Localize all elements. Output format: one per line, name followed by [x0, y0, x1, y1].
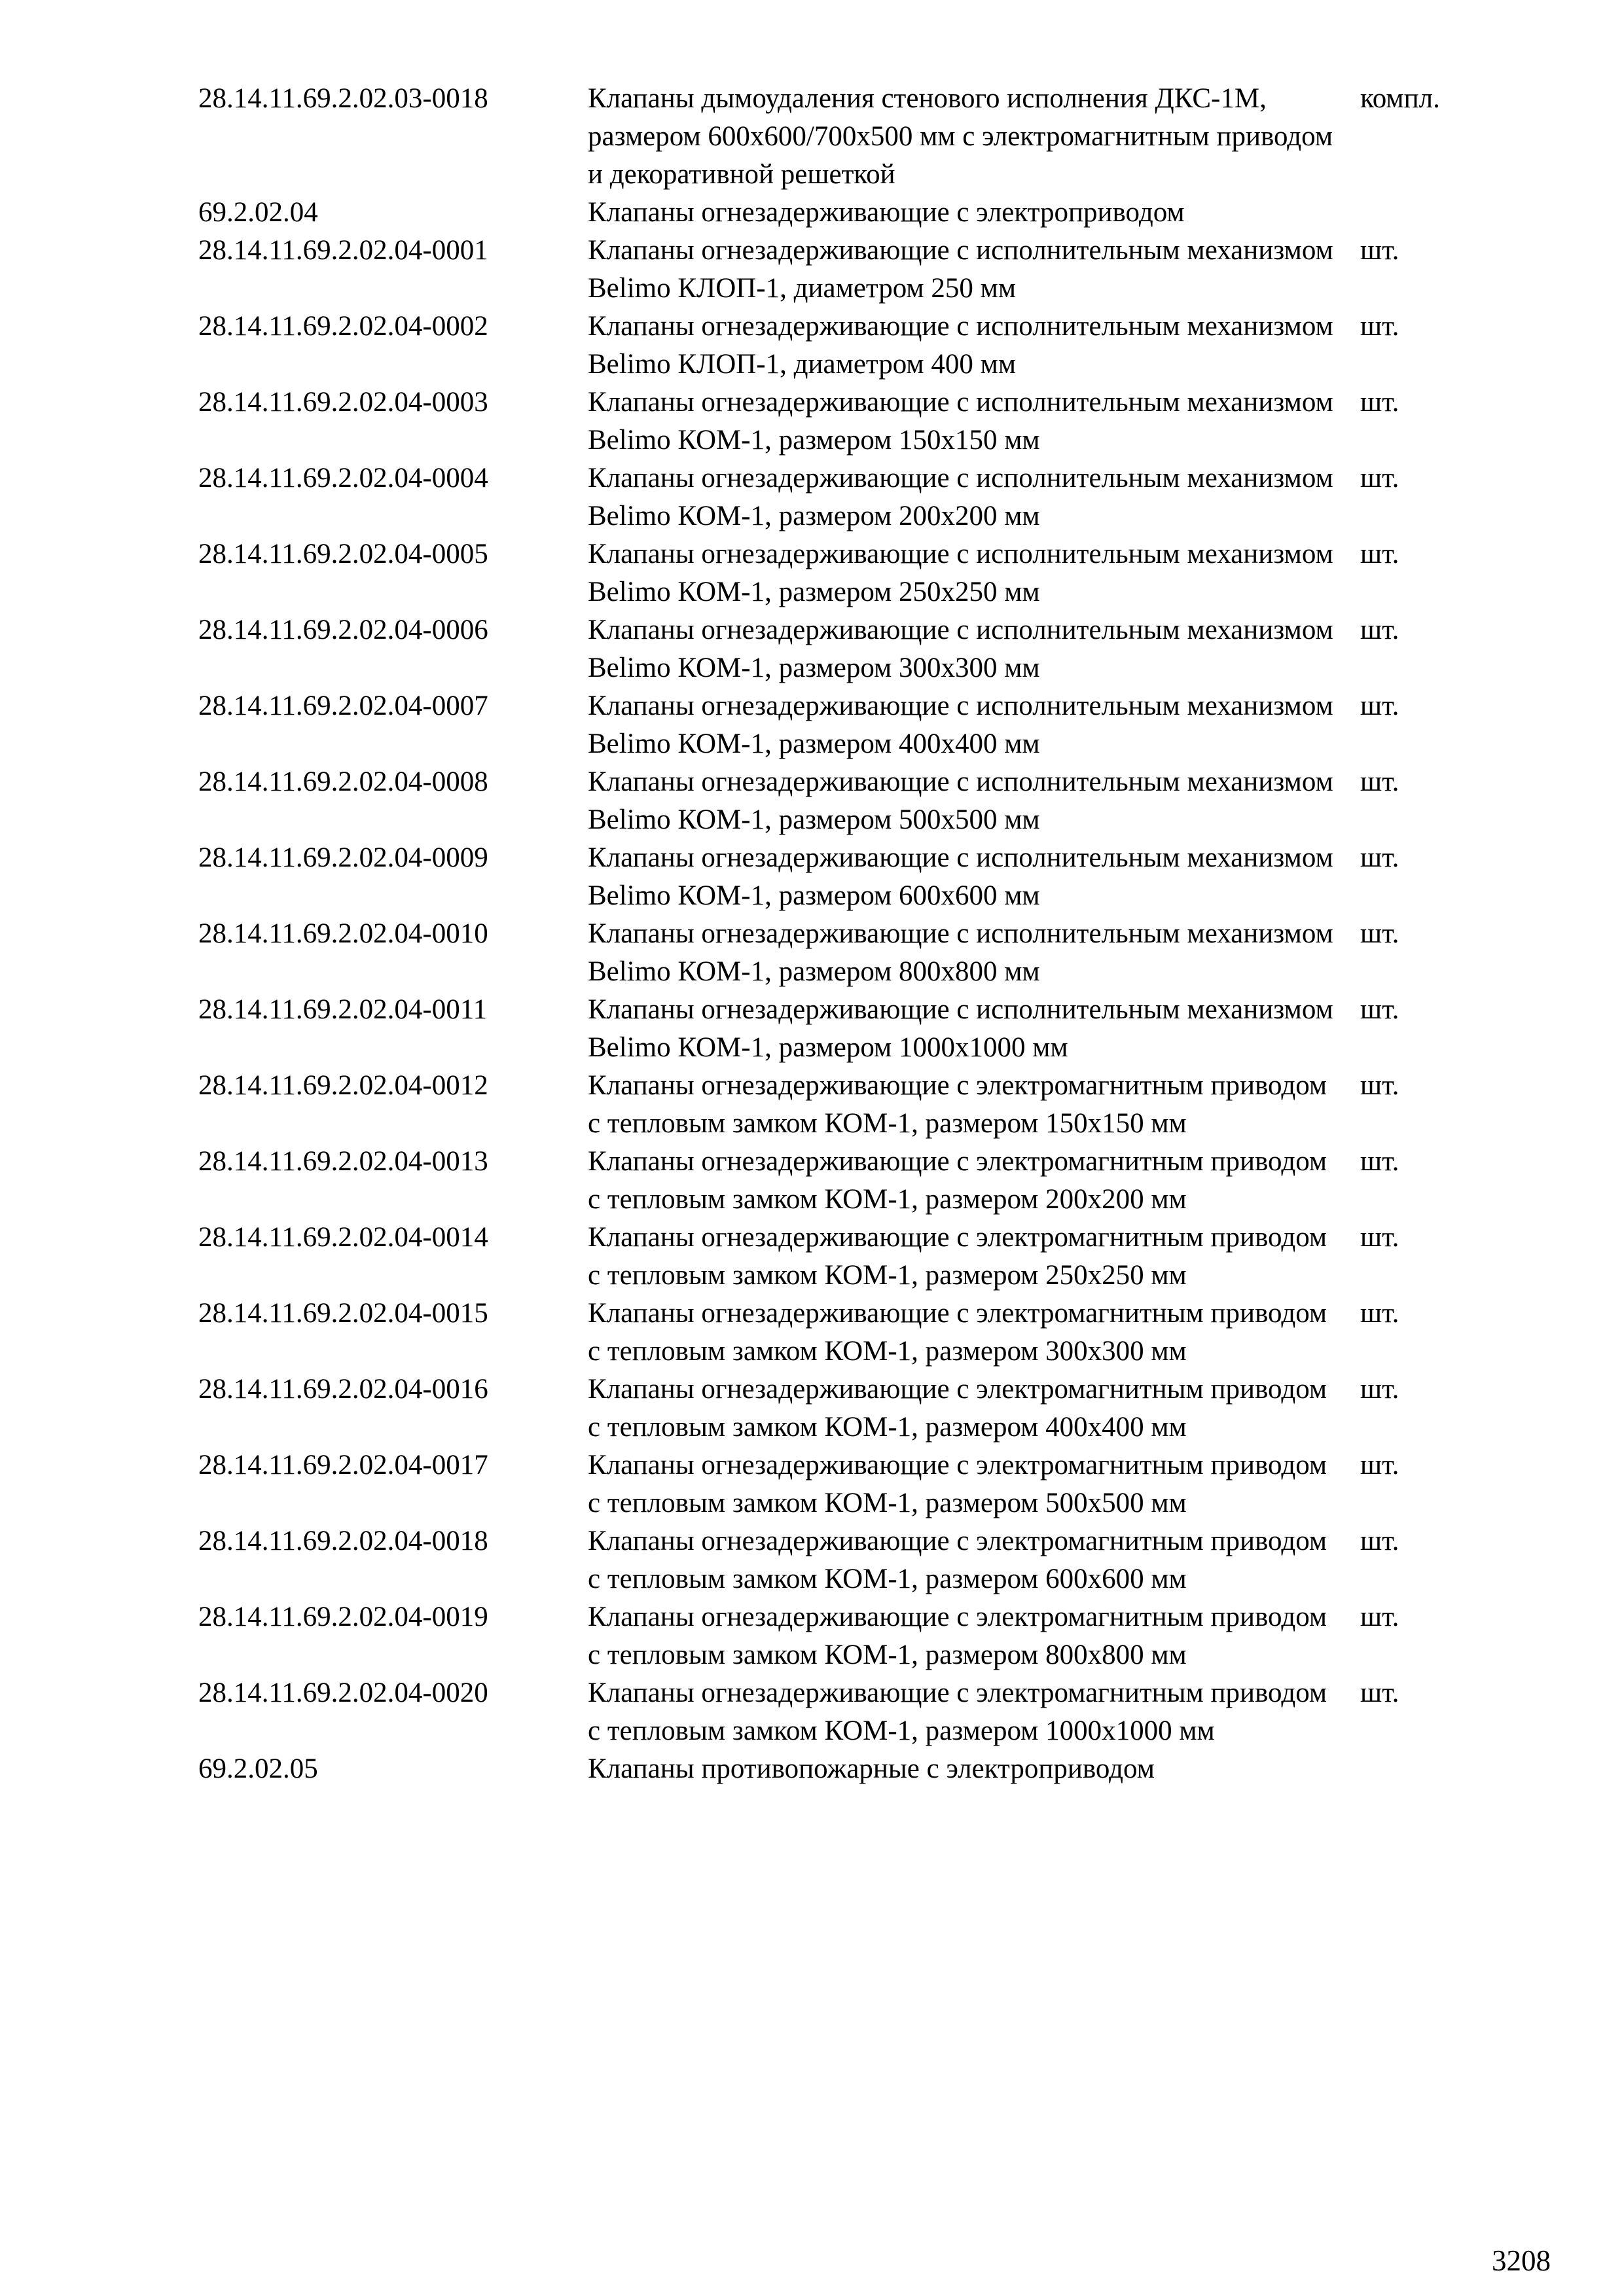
table-row	[0, 1522, 1624, 1598]
table-row	[0, 1446, 1624, 1522]
row-name: Клапаны дымоудаления стенового исполнения ДКС-1М, размером 600х600/700х500 мм с электромагнитным приводом и декоративной решеткой	[588, 83, 1333, 190]
group-code: 69.2.02.04	[198, 197, 318, 228]
row-unit: шт.	[1360, 311, 1399, 342]
row-code: 28.14.11.69.2.02.04-0008	[198, 766, 488, 797]
row-code: 28.14.11.69.2.02.04-0013	[198, 1146, 488, 1177]
table-row	[0, 308, 1624, 384]
row-unit: компл.	[1360, 83, 1440, 114]
row-name: Клапаны огнезадерживающие с электромагнитным приводом с тепловым замком КОМ-1, размером 250х250 мм	[588, 1222, 1327, 1291]
table-row	[0, 763, 1624, 839]
row-unit: шт.	[1360, 1222, 1399, 1253]
row-code: 28.14.11.69.2.02.04-0019	[198, 1602, 488, 1632]
row-unit: шт.	[1360, 1677, 1399, 1708]
row-name: Клапаны огнезадерживающие с исполнительным механизмом Belimo КОМ-1, размером 200х200 мм	[588, 463, 1333, 531]
row-unit: шт.	[1360, 691, 1399, 721]
row-unit: шт.	[1360, 1526, 1399, 1556]
table-row	[0, 1295, 1624, 1371]
row-name: Клапаны огнезадерживающие с исполнительным механизмом Belimo КОМ-1, размером 600х600 мм	[588, 842, 1333, 911]
group-name: Клапаны противопожарные с электроприводом	[588, 1753, 1155, 1784]
row-name: Клапаны огнезадерживающие с электромагнитным приводом с тепловым замком КОМ-1, размером 300х300 мм	[588, 1298, 1327, 1367]
group-name: Клапаны огнезадерживающие с электроприводом	[588, 197, 1185, 228]
row-name: Клапаны огнезадерживающие с исполнительным механизмом Belimo КОМ-1, размером 1000х1000 мм	[588, 994, 1333, 1063]
row-code: 28.14.11.69.2.02.04-0003	[198, 387, 488, 418]
table-row	[0, 80, 1624, 194]
row-unit: шт.	[1360, 994, 1399, 1025]
row-unit: шт.	[1360, 387, 1399, 418]
row-code: 28.14.11.69.2.02.04-0004	[198, 463, 488, 493]
row-unit: шт.	[1360, 1146, 1399, 1177]
row-name: Клапаны огнезадерживающие с электромагнитным приводом с тепловым замком КОМ-1, размером 400х400 мм	[588, 1374, 1327, 1443]
row-name: Клапаны огнезадерживающие с исполнительным механизмом Belimo КОМ-1, размером 500х500 мм	[588, 766, 1333, 835]
row-code: 28.14.11.69.2.02.04-0007	[198, 691, 488, 721]
table-row	[0, 1143, 1624, 1219]
row-name: Клапаны огнезадерживающие с исполнительным механизмом Belimo КЛОП-1, диаметром 400 мм	[588, 311, 1333, 380]
row-unit: шт.	[1360, 463, 1399, 493]
row-code: 28.14.11.69.2.02.04-0020	[198, 1677, 488, 1708]
row-name: Клапаны огнезадерживающие с исполнительным механизмом Belimo КОМ-1, размером 800х800 мм	[588, 918, 1333, 987]
row-code: 28.14.11.69.2.02.04-0014	[198, 1222, 488, 1253]
row-code: 28.14.11.69.2.02.04-0011	[198, 994, 488, 1025]
table-row	[0, 1067, 1624, 1143]
row-name: Клапаны огнезадерживающие с исполнительным механизмом Belimo КОМ-1, размером 150х150 мм	[588, 387, 1333, 456]
table-row	[0, 1598, 1624, 1674]
row-name: Клапаны огнезадерживающие с электромагнитным приводом с тепловым замком КОМ-1, размером 500х500 мм	[588, 1450, 1327, 1518]
page-number: 3208	[1492, 2244, 1551, 2277]
row-name: Клапаны огнезадерживающие с исполнительным механизмом Belimo КОМ-1, размером 400х400 мм	[588, 691, 1333, 759]
row-name: Клапаны огнезадерживающие с электромагнитным приводом с тепловым замком КОМ-1, размером 800х800 мм	[588, 1602, 1327, 1670]
row-unit: шт.	[1360, 1070, 1399, 1101]
row-unit: шт.	[1360, 1450, 1399, 1480]
table-row	[0, 1219, 1624, 1295]
row-code: 28.14.11.69.2.02.03-0018	[198, 83, 488, 114]
row-unit	[1360, 1750, 1452, 1788]
row-code: 28.14.11.69.2.02.04-0015	[198, 1298, 488, 1329]
table-row	[0, 839, 1624, 915]
table-row	[0, 611, 1624, 687]
row-unit: шт.	[1360, 766, 1399, 797]
row-code: 28.14.11.69.2.02.04-0017	[198, 1450, 488, 1480]
row-code: 28.14.11.69.2.02.04-0012	[198, 1070, 488, 1101]
table-row	[0, 915, 1624, 991]
table-row	[0, 384, 1624, 459]
table-row	[0, 991, 1624, 1067]
row-code: 28.14.11.69.2.02.04-0006	[198, 615, 488, 645]
row-name: Клапаны огнезадерживающие с электромагнитным приводом с тепловым замком КОМ-1, размером 600х600 мм	[588, 1526, 1327, 1594]
group-header-row	[0, 1750, 1624, 1788]
row-unit: шт.	[1360, 539, 1399, 569]
row-unit: шт.	[1360, 918, 1399, 949]
row-unit: шт.	[1360, 615, 1399, 645]
price-list-table	[0, 80, 1624, 1788]
row-unit: шт.	[1360, 235, 1399, 266]
group-code: 69.2.02.05	[198, 1753, 318, 1784]
table-row	[0, 1674, 1624, 1750]
row-code: 28.14.11.69.2.02.04-0016	[198, 1374, 488, 1405]
row-name: Клапаны огнезадерживающие с исполнительным механизмом Belimo КОМ-1, размером 300х300 мм	[588, 615, 1333, 683]
row-name: Клапаны огнезадерживающие с исполнительным механизмом Belimo КЛОП-1, диаметром 250 мм	[588, 235, 1333, 304]
table-row	[0, 232, 1624, 308]
table-row	[0, 459, 1624, 535]
row-name: Клапаны огнезадерживающие с электромагнитным приводом с тепловым замком КОМ-1, размером 200х200 мм	[588, 1146, 1327, 1215]
row-code: 28.14.11.69.2.02.04-0018	[198, 1526, 488, 1556]
row-name: Клапаны огнезадерживающие с исполнительным механизмом Belimo КОМ-1, размером 250х250 мм	[588, 539, 1333, 607]
row-code: 28.14.11.69.2.02.04-0009	[198, 842, 488, 873]
table-row	[0, 1371, 1624, 1446]
row-code: 28.14.11.69.2.02.04-0005	[198, 539, 488, 569]
row-code: 28.14.11.69.2.02.04-0010	[198, 918, 488, 949]
row-unit: шт.	[1360, 1602, 1399, 1632]
group-header-row	[0, 194, 1624, 232]
table-row	[0, 535, 1624, 611]
row-unit: шт.	[1360, 1298, 1399, 1329]
row-name: Клапаны огнезадерживающие с электромагнитным приводом с тепловым замком КОМ-1, размером 1000х1000 мм	[588, 1677, 1327, 1746]
row-unit: шт.	[1360, 1374, 1399, 1405]
row-code: 28.14.11.69.2.02.04-0001	[198, 235, 488, 266]
row-unit	[1360, 194, 1452, 232]
row-code: 28.14.11.69.2.02.04-0002	[198, 311, 488, 342]
table-row	[0, 687, 1624, 763]
row-name: Клапаны огнезадерживающие с электромагнитным приводом с тепловым замком КОМ-1, размером 150х150 мм	[588, 1070, 1327, 1139]
row-unit: шт.	[1360, 842, 1399, 873]
